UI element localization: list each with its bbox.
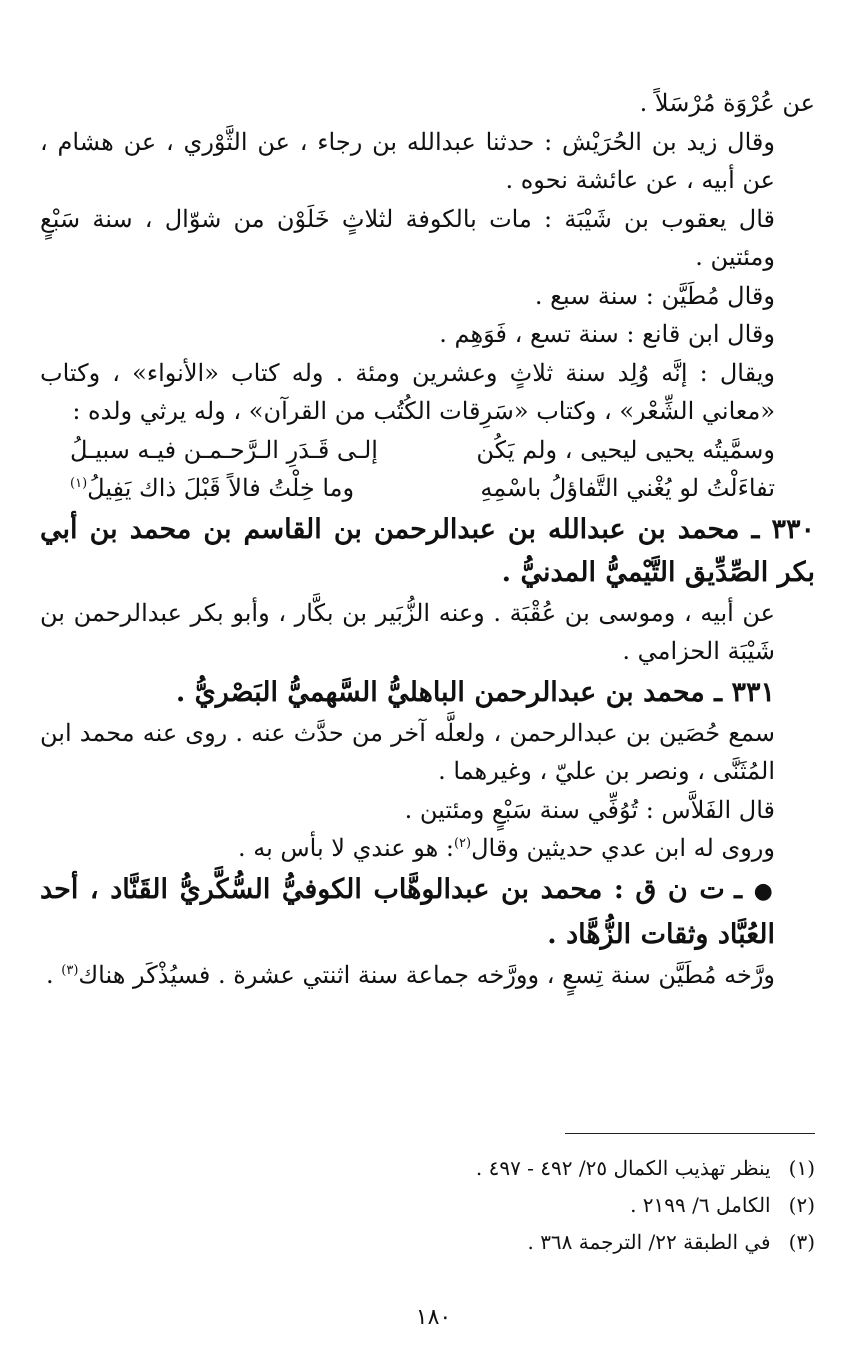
paragraph-5: وقال ابن قانع : سنة تسع ، فَوَهِم .	[439, 320, 775, 348]
footnote-ref-2[interactable]: (٢)	[453, 836, 472, 851]
entry-330-heading: ٣٣٠ ـ محمد بن عبدالله بن عبدالرحمن بن القاسم بن محمد بن أبي بكر الصِّدِّيق التَّيْميُّ المدنيُّ .	[40, 513, 815, 588]
footnote-3-text: في الطبقة ٢٢/ الترجمة ٣٦٨ .	[527, 1230, 771, 1254]
footnote-1-text: ينظر تهذيب الكمال ٢٥/ ٤٩٢ - ٤٩٧ .	[475, 1156, 771, 1180]
entry-331-text-1: سمع حُصَين بن عبدالرحمن ، ولعلَّه آخر من حدَّث عنه . روى عنه محمد ابن المُثَنَّى ، ونصر بن عليّ ، وغيرهما .	[40, 718, 775, 785]
verse-2-second-text: وما خِلْتُ فالاً قَبْلَ ذاك يَفِيلُ	[87, 474, 355, 502]
entry-331-heading: ٣٣١ ـ محمد بن عبدالرحمن الباهليُّ السَّهميُّ البَصْريُّ .	[175, 676, 775, 708]
poem-verse-2	[40, 469, 815, 508]
poem	[40, 431, 815, 508]
footnote-divider	[565, 1133, 815, 1134]
footnote-2-number: (٢)	[788, 1193, 815, 1217]
entry-331-text-3b: : هو عندي لا بأس به .	[237, 834, 454, 862]
verse-1-second-hemistich: إلـى قَـدَرِ الـرَّحـمـن فيـه سبيـلُ	[70, 435, 378, 464]
footnote-2-text: الكامل ٦/ ٢١٩٩ .	[630, 1193, 771, 1217]
bullet-icon: ●	[753, 877, 776, 904]
footnote-2	[40, 1187, 815, 1224]
footnote-1	[40, 1150, 815, 1187]
entry-331-text-3	[40, 829, 815, 868]
entry-tnq-text	[40, 956, 815, 995]
footnote-3	[40, 1224, 815, 1261]
entry-tnq-heading	[40, 868, 815, 956]
verse-1-first-hemistich: وسمَّيتُه يحيى ليحيى ، ولم يَكُن	[476, 435, 775, 464]
page-number: ١٨٠	[415, 1305, 452, 1330]
paragraph-3: قال يعقوب بن شَيْبَة : مات بالكوفة لثلاثٍ خَلَوْن من شوّال ، سنة سَبْعٍ ومئتين .	[40, 204, 775, 271]
footnote-ref-3[interactable]: (٣)	[61, 962, 79, 978]
footnotes	[40, 1150, 815, 1261]
entry-tnq-heading-text: ـ ت ن ق : محمد بن عبدالوهَّاب الكوفيُّ السُّكَّريُّ القَنَّاد ، أحد العُبَّاد وثقات الزُّهَّاد .	[40, 873, 775, 950]
entry-331-text-3a: وروى له ابن عدي حديثين وقال	[471, 834, 775, 862]
entry-tnq-text-a: ورَّخه مُطَيَّن سنة تِسعٍ ، وورَّخه جماعة سنة اثنتي عشرة . فسيُذْكَر هناك	[78, 960, 775, 989]
footnote-1-number: (١)	[788, 1156, 815, 1180]
paragraph-6: ويقال : إنَّه وُلِد سنة ثلاثٍ وعشرين ومئة . وله كتاب «الأنواء» ، وكتاب «معاني الشِّعْر» ، وكتاب «سَرِقات الكُتُب من القرآن» ، وله يرثي ولده :	[40, 358, 775, 425]
poem-verse-1	[40, 431, 815, 470]
paragraph-4: وقال مُطَيَّن : سنة سبع .	[534, 281, 775, 310]
footnote-3-number: (٣)	[788, 1230, 815, 1254]
paragraph-1: عن عُرْوَة مُرْسَلاً .	[639, 89, 815, 117]
verse-2-first-hemistich: تفاءَلْتُ لو يُغْني التَّفاؤلُ باسْمِهِ	[480, 474, 775, 502]
main-text	[40, 84, 815, 994]
footnote-ref-1[interactable]: (١)	[70, 476, 88, 491]
paragraph-2: وقال زيد بن الحُرَيْش : حدثنا عبدالله بن رجاء ، عن الثَّوْري ، عن هشام ، عن أبيه ، عن عائشة نحوه .	[40, 127, 775, 194]
entry-330-text: عن أبيه ، وموسى بن عُقْبَة . وعنه الزُّبَير بن بكَّار ، وأبو بكر عبدالرحمن بن شَيْبَة الحزامي .	[40, 598, 776, 665]
entry-tnq-text-b: .	[45, 960, 62, 989]
entry-331-text-2: قال الفَلاَّس : تُوُفِّي سنة سَبْعٍ ومئتين .	[404, 795, 775, 824]
verse-2-second-hemistich	[70, 469, 354, 508]
